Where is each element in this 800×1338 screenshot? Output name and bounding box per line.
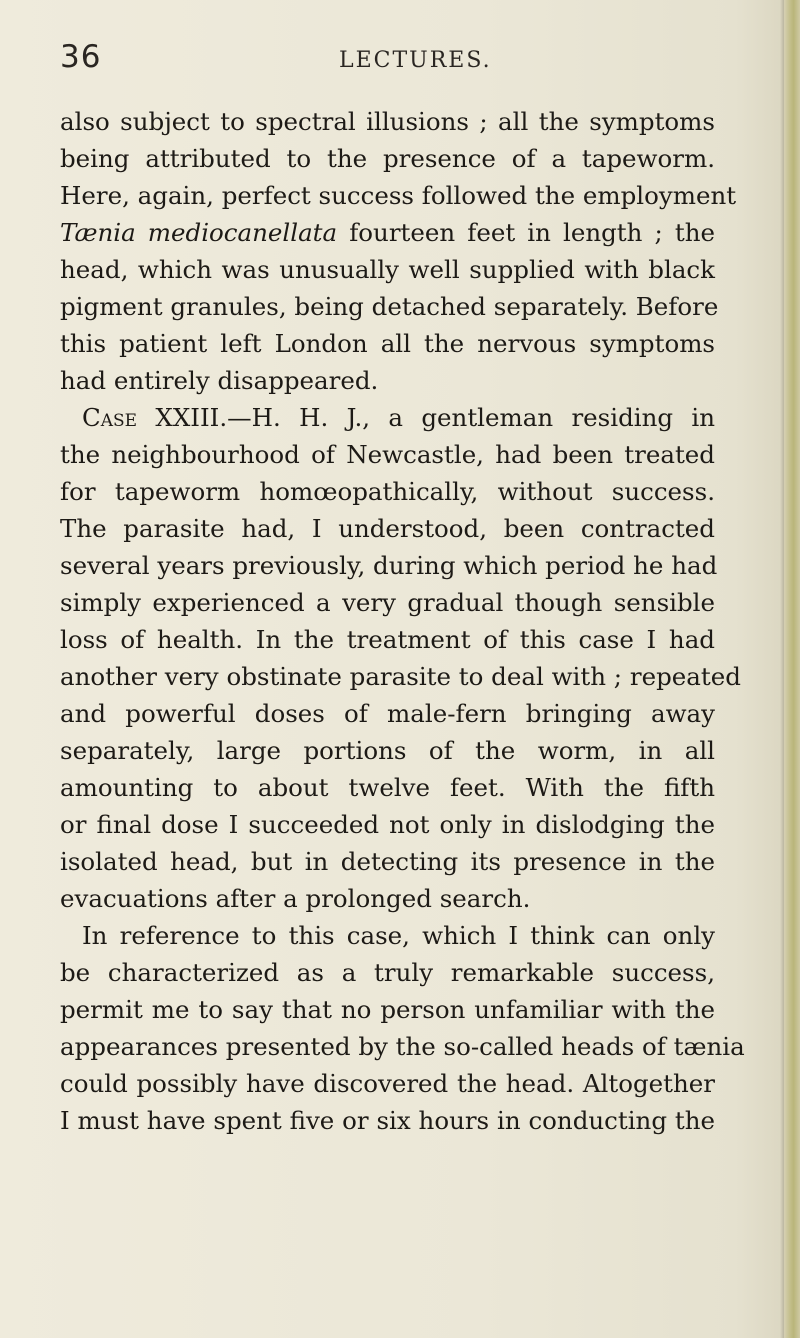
text-line: simply experienced a very gradual though sensible: [60, 588, 715, 617]
text-line: Case XXIII.—H. H. J., a gentleman residing in: [82, 403, 715, 432]
page-edge: [784, 0, 800, 1338]
case-label: Case: [82, 403, 138, 432]
text-line: for tapeworm homœopathically, without success.: [60, 477, 715, 506]
text-line: this patient left London all the nervous symptoms: [60, 329, 715, 358]
text-line: In reference to this case, which I think can only: [82, 921, 715, 950]
text-line: could possibly have discovered the head. Altogether: [60, 1069, 715, 1098]
text-line: the neighbourhood of Newcastle, had been treated: [60, 440, 715, 469]
text-line: several years previously, during which period he had: [60, 551, 718, 580]
text-line: separately, large portions of the worm, in all: [60, 736, 715, 765]
text-line: Here, again, perfect success followed the employment: [60, 181, 737, 210]
page-number: 36: [60, 39, 102, 75]
text-line: appearances presented by the so-called heads of tænia: [60, 1032, 745, 1061]
text-line: or final dose I succeeded not only in dislodging the: [60, 810, 715, 839]
text-line: amounting to about twelve feet. With the fifth: [60, 773, 715, 802]
text-line: head, which was unusually well supplied with black: [60, 255, 715, 284]
text-line: permit me to say that no person unfamiliar with the: [60, 995, 715, 1024]
text-line: isolated head, but in detecting its presence in the: [60, 847, 715, 876]
text-line: be characterized as a truly remarkable success,: [60, 958, 715, 987]
text-line: and powerful doses of male-fern bringing away: [60, 699, 715, 728]
text-line: Tænia mediocanellata fourteen feet in length ; the: [60, 218, 715, 247]
running-head: LECTURES.: [339, 48, 492, 73]
italic-term: Tænia mediocanellata: [60, 218, 338, 247]
text-line: The parasite had, I understood, been contracted: [60, 514, 715, 543]
body-text: [60, 103, 745, 1139]
text-line: I must have spent five or six hours in conducting the: [60, 1106, 715, 1135]
page-header: [0, 0, 800, 80]
text-line: also subject to spectral illusions ; all the symptoms: [60, 107, 715, 136]
text-line: another very obstinate parasite to deal with ; repeated: [60, 662, 741, 691]
text-line: being attributed to the presence of a tapeworm.: [60, 144, 715, 173]
text-line: pigment granules, being detached separately. Before: [60, 292, 719, 321]
text-line: had entirely disappeared.: [60, 366, 379, 395]
text-line: loss of health. In the treatment of this case I had: [60, 625, 715, 654]
text-line: evacuations after a prolonged search.: [60, 884, 531, 913]
